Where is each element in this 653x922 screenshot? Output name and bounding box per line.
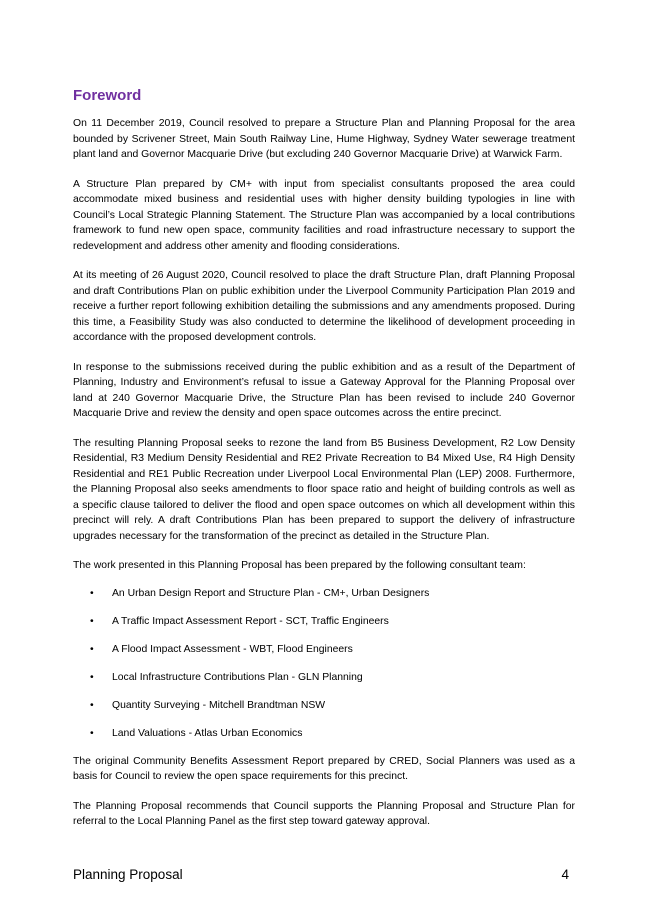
list-item <box>73 586 575 602</box>
list-item-text: Local Infrastructure Contributions Plan - GLN Planning <box>112 671 363 683</box>
paragraph-4: In response to the submissions received during the public exhibition and as a result of the Department of Planning, Industry and Environment’s refusal to issue a Gateway Approval for the Planning Proposal over land at 240 Governor Macquarie Drive, the Structure Plan has been revised to include 240 Governor Macquarie Drive and review the density and open space outcomes across the entire precinct. <box>73 361 575 419</box>
list-item <box>73 698 575 714</box>
document-page <box>73 86 575 844</box>
list-item <box>73 670 575 686</box>
list-item-text: A Flood Impact Assessment - WBT, Flood Engineers <box>112 643 353 655</box>
bullet-icon: • <box>90 587 94 599</box>
paragraph-6: The work presented in this Planning Proposal has been prepared by the following consultant team: <box>73 560 526 571</box>
list-item <box>73 726 575 742</box>
bullet-icon: • <box>90 643 94 655</box>
closing-paragraph-1: The original Community Benefits Assessment Report prepared by CRED, Social Planners was used as a basis for Council to review the open space requirements for this precinct. <box>73 755 575 782</box>
bullet-icon: • <box>90 615 94 627</box>
consultant-list <box>73 586 575 742</box>
closing-paragraph-2: The Planning Proposal recommends that Council supports the Planning Proposal and Structure Plan for referral to the Local Planning Panel as the first step toward gateway approval. <box>73 800 575 827</box>
paragraph-3: At its meeting of 26 August 2020, Council resolved to place the draft Structure Plan, draft Planning Proposal and draft Contributions Plan on public exhibition under the Liverpool Community Participation Plan 2019 and receive a further report following exhibition detailing the submissions and any amendments proposed. During this time, a Feasibility Study was also conducted to determine the likelihood of development proceeding in accordance with the proposed development controls. <box>73 270 575 343</box>
paragraph-2: A Structure Plan prepared by CM+ with input from specialist consultants proposed the area could accommodate mixed business and residential uses with higher density building typologies in line with Council’s Local Strategic Planning Statement. The Structure Plan was accompanied by a local contributions framework to fund new open space, community facilities and road infrastructure necessary to support the redevelopment and address other amenity and flooding considerations. <box>73 178 575 252</box>
list-item-text: Quantity Surveying - Mitchell Brandtman NSW <box>112 699 326 711</box>
list-item <box>73 614 575 630</box>
footer-title: Planning Proposal <box>73 867 183 882</box>
list-item-text: An Urban Design Report and Structure Plan - CM+, Urban Designers <box>112 587 430 599</box>
bullet-icon: • <box>90 671 94 683</box>
paragraph-1: On 11 December 2019, Council resolved to prepare a Structure Plan and Planning Proposal for the area bounded by Scrivener Street, Main South Railway Line, Hume Highway, Sydney Water sewerage treatment plant land and Governor Macquarie Drive (but excluding 240 Governor Macquarie Drive) at Warwick Farm. <box>73 118 575 160</box>
list-item-text: Land Valuations - Atlas Urban Economics <box>112 727 303 739</box>
bullet-icon: • <box>90 699 94 711</box>
list-item-text: A Traffic Impact Assessment Report - SCT, Traffic Engineers <box>112 615 389 627</box>
page-number: 4 <box>561 867 569 882</box>
bullet-icon: • <box>90 727 94 739</box>
paragraph-5: The resulting Planning Proposal seeks to rezone the land from B5 Business Development, R2 Low Density Residential, R3 Medium Density Residential and RE2 Private Recreation to B4 Mixed Use, R4 High Density Residential and RE1 Public Recreation under Liverpool Local Environmental Plan (LEP) 2008. Furthermore, the Planning Proposal also seeks amendments to floor space ratio and height of building controls as well as a specific clause tailored to deliver the flood and open space outcomes on which all development within this precinct will rely. A draft Contributions Plan has been prepared to support the delivery of infrastructure upgrades necessary for the transformation of the precinct as detailed in the Structure Plan. <box>73 437 575 542</box>
list-item <box>73 642 575 658</box>
page-heading: Foreword <box>73 87 142 104</box>
